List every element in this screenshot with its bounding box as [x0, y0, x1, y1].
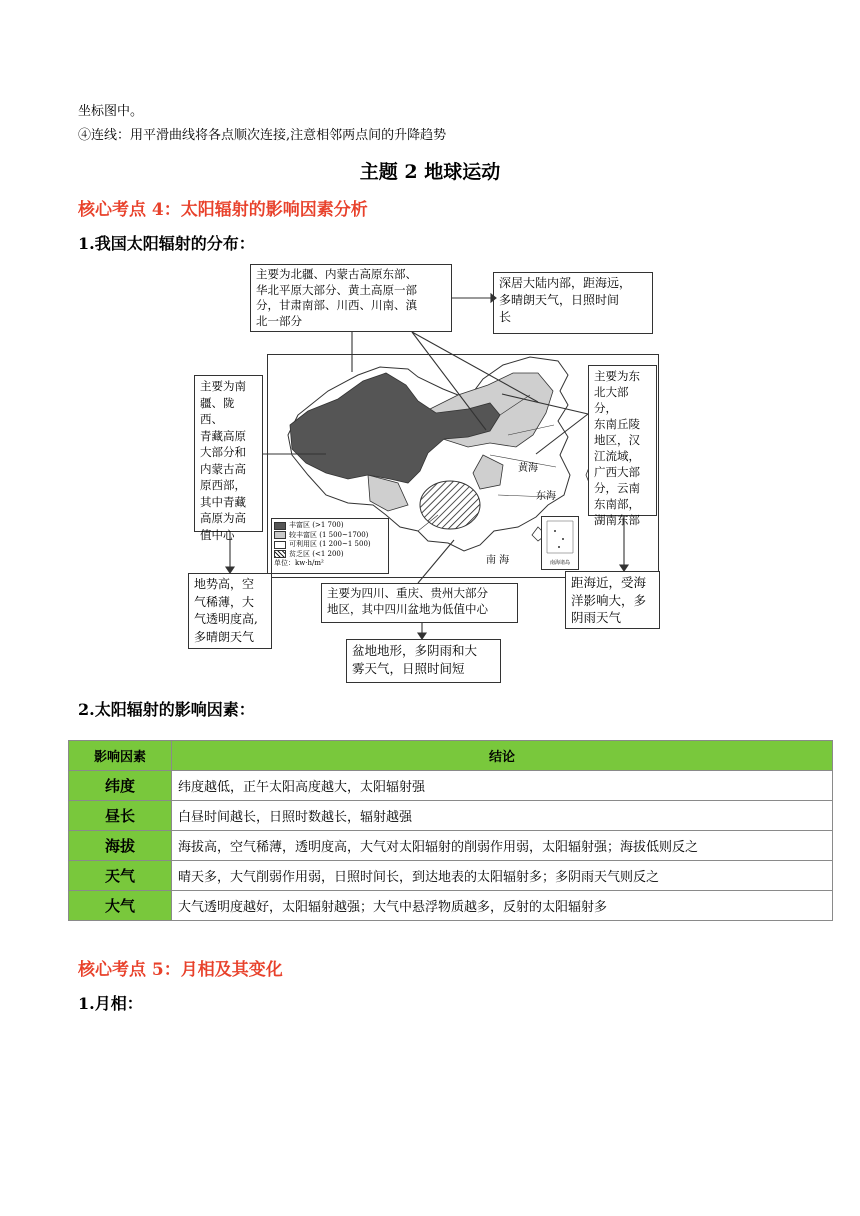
box-text: 高原为高 — [200, 511, 246, 525]
box-text: 华北平原大部分、黄土高原一部 — [256, 282, 417, 297]
box-text: 分，甘肃南部、川西、川南、滇 — [256, 298, 417, 312]
table-cell-factor: 海拔 — [69, 831, 172, 861]
intro-line-2: ④连线：用平滑曲线将各点顺次连接,注意相邻两点间的升降趋势 — [78, 128, 447, 143]
box-text: 距海近，受海 — [571, 575, 647, 590]
table-cell-conclusion: 晴天多，大气削弱作用弱，日照时间长，到达地表的太阳辐射多；多阴雨天气则反之 — [172, 861, 833, 891]
box-text: 湖南东部 — [594, 513, 640, 527]
table-cell-conclusion: 大气透明度越好，太阳辐射越强；大气中悬浮物质越多，反射的太阳辐射多 — [172, 891, 833, 921]
connector-lines — [186, 264, 662, 684]
label-donghai: 东海 — [536, 491, 556, 502]
box-text: 东南部， — [594, 497, 640, 511]
solar-radiation-figure — [186, 264, 662, 684]
table-cell-factor: 纬度 — [69, 771, 172, 801]
box-text: 地区，其中四川盆地为低值中心 — [327, 601, 488, 616]
box-text: 长 — [499, 310, 512, 324]
box-text: 北大部分， — [594, 385, 629, 415]
box-text: 其中青藏 — [200, 494, 246, 509]
box-text: 东南丘陵 — [594, 417, 640, 431]
table-header-row — [69, 741, 833, 771]
box-text: 洋影响大，多 — [571, 592, 647, 608]
table-cell-conclusion: 海拔高，空气稀薄，透明度高，大气对太阳辐射的削弱作用弱，太阳辐射强；海拔低则反之 — [172, 831, 833, 861]
kp4-sub1: 1.我国太阳辐射的分布： — [78, 234, 255, 253]
table-row — [69, 771, 833, 801]
table-header-conclusion: 结论 — [172, 741, 833, 771]
box-text: 多晴朗天气 — [194, 629, 255, 644]
box-text: 江流域， — [594, 449, 640, 463]
box-text: 广西大部 — [594, 465, 640, 479]
box-text: 地势高，空 — [194, 577, 255, 591]
table-cell-conclusion: 纬度越低，正午太阳高度越大，太阳辐射强 — [172, 771, 833, 801]
kp4-title: 核心考点 4：太阳辐射的影响因素分析 — [78, 200, 368, 220]
box-text: 大部分和 — [200, 445, 246, 459]
box-text: 疆、陇西、 — [200, 395, 235, 426]
box-text: 多晴朗天气，日照时间 — [499, 293, 620, 307]
table-cell-factor: 天气 — [69, 861, 172, 891]
box-text: 青藏高原 — [200, 428, 246, 443]
factors-table — [68, 740, 833, 921]
table-row — [69, 831, 833, 861]
table-cell-conclusion: 白昼时间越长，日照时数越长，辐射越强 — [172, 801, 833, 831]
legend-label: 丰富区 (>1 700) — [289, 521, 344, 529]
kp5-title: 核心考点 5：月相及其变化 — [78, 960, 283, 980]
box-text: 阴雨天气 — [571, 610, 622, 625]
box-text: 内蒙古高 — [200, 461, 246, 476]
table-header-factor: 影响因素 — [69, 741, 172, 771]
table-row — [69, 891, 833, 921]
box-text: 盆地地形，多阴雨和大 — [352, 643, 478, 658]
box-text: 主要为北疆、内蒙古高原东部、 — [256, 267, 417, 281]
topic-title: 主题 2 地球运动 — [359, 161, 501, 183]
intro-line-1: 坐标图中。 — [78, 104, 144, 119]
legend-label: 较丰富区 (1 500~1700) — [289, 530, 369, 539]
table-cell-factor: 大气 — [69, 891, 172, 921]
box-text: 值中心 — [200, 527, 235, 542]
table-row — [69, 861, 833, 891]
box-text: 主要为四川、重庆、贵州大部分 — [327, 586, 488, 600]
inset-label: 南海诸岛 — [549, 560, 570, 566]
kp5-sub1: 1.月相： — [78, 994, 143, 1013]
table-row — [69, 801, 833, 831]
box-text: 主要为东 — [594, 369, 640, 383]
box-text: 原西部， — [200, 478, 246, 492]
legend-label: 可利用区 (1 200~1 500) — [289, 540, 371, 548]
box-text: 深居大陆内部，距海远， — [499, 276, 632, 290]
label-huanghai: 黄海 — [518, 463, 538, 474]
box-text: 雾天气，日照时间短 — [352, 661, 465, 676]
legend-unit: 单位：kw·h/m² — [274, 559, 324, 567]
box-text: 分，云南 — [594, 481, 640, 495]
box-text: 气透明度高, — [194, 612, 258, 626]
label-nanhai: 南 海 — [486, 555, 510, 566]
box-text: 地区，汉 — [594, 433, 640, 447]
table-cell-factor: 昼长 — [69, 801, 172, 831]
legend-label: 贫乏区 (<1 200) — [289, 549, 344, 558]
box-text: 气稀薄，大 — [194, 594, 255, 609]
box-text: 北一部分 — [256, 313, 302, 328]
kp4-sub2: 2.太阳辐射的影响因素： — [78, 700, 255, 719]
box-text: 主要为南 — [200, 379, 246, 393]
